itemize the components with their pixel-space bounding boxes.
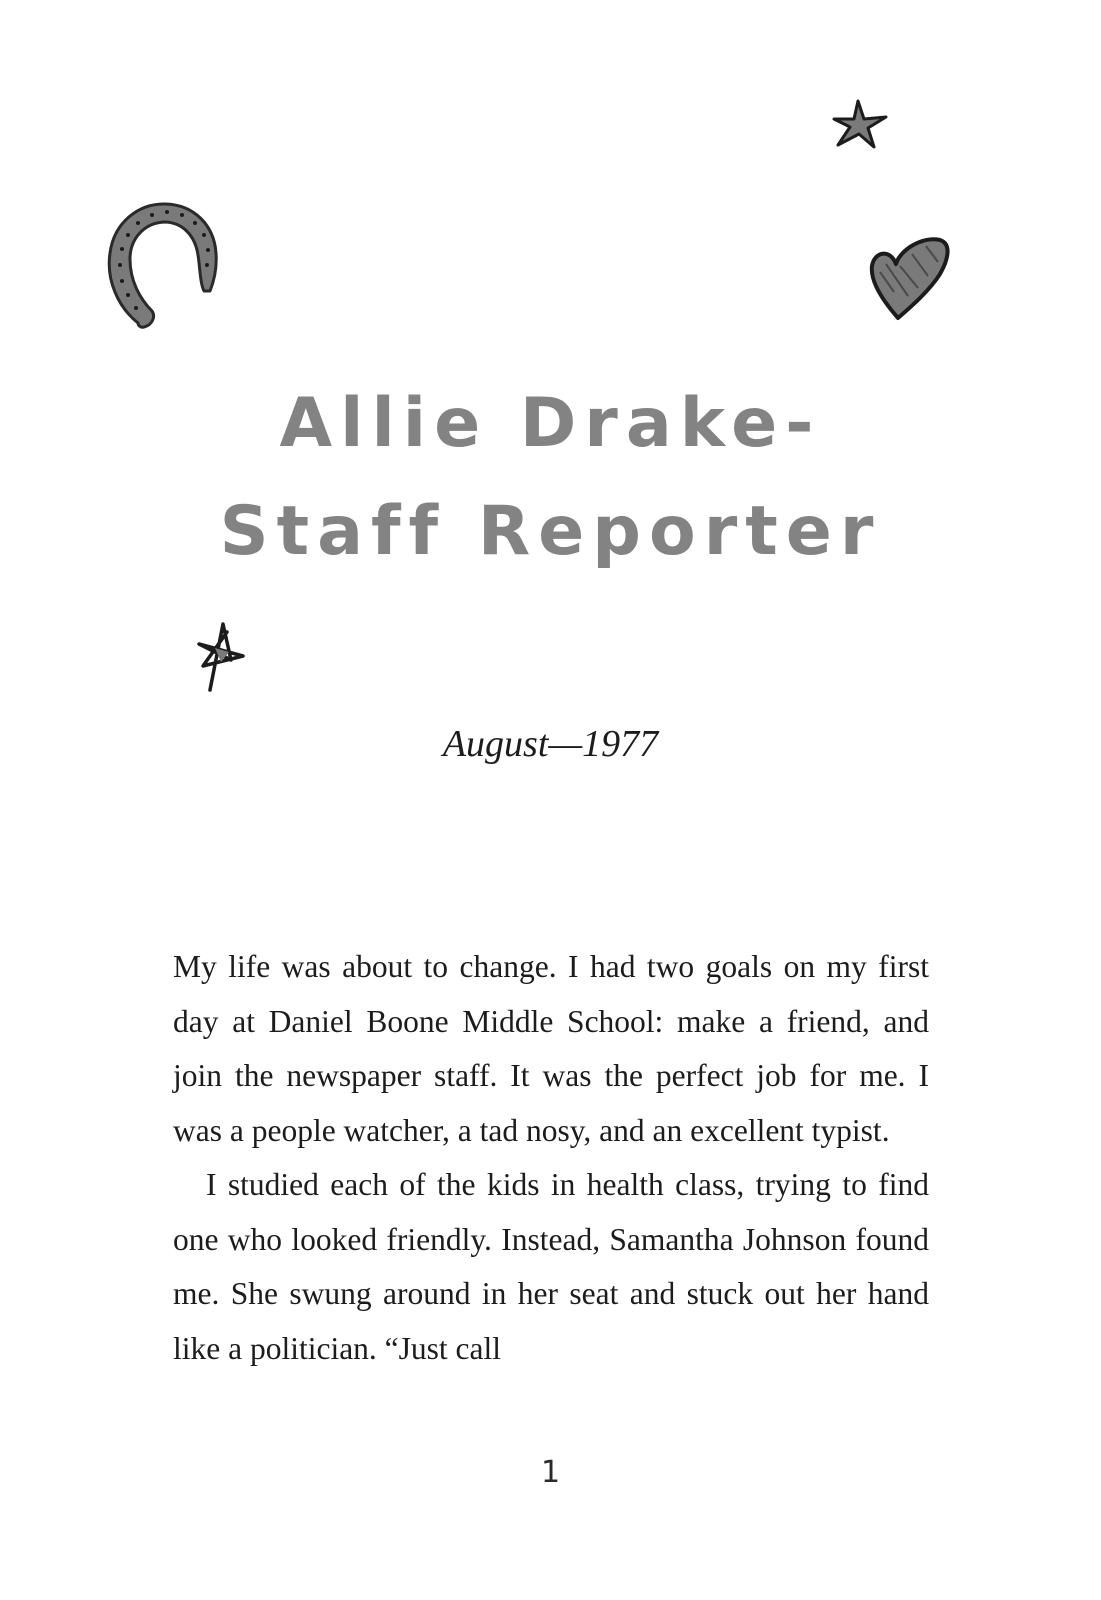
chapter-date: August—1977 (442, 723, 659, 765)
heart-icon (860, 232, 955, 327)
star-icon (830, 95, 892, 155)
chapter-title-line-2: Staff Reporter (219, 492, 882, 571)
body-text (173, 940, 929, 1376)
horseshoe-icon (100, 195, 230, 340)
page-number: 1 (540, 1455, 561, 1490)
chapter-title (0, 370, 1101, 586)
paragraph: My life was about to change. I had two goals on my first day at Daniel Boone Middle School: make a friend, and join the newspaper staff. It was the perfect job for me. I was a people watcher, a tad nosy, and an excellent typist. (173, 949, 929, 1148)
chapter-title-line-1: Allie Drake- (279, 384, 822, 463)
star-icon (193, 618, 251, 698)
paragraph: I studied each of the kids in health class, trying to find one who looked friendly. Instead, Samantha Johnson found me. She swung around in her seat and stuck out her hand like a politician. “Just call (173, 1167, 929, 1366)
